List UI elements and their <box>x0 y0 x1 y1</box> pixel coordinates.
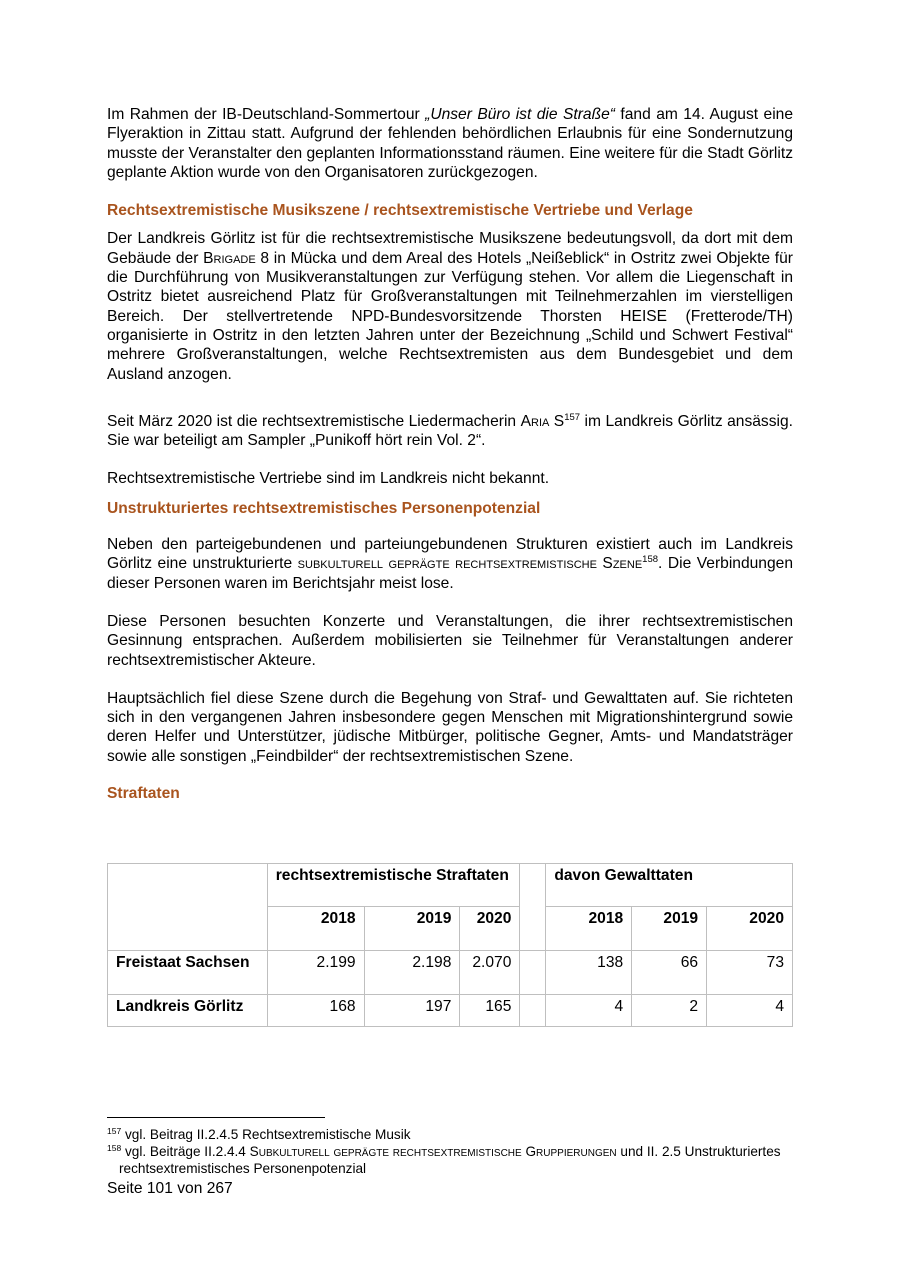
crime-statistics-table <box>107 863 793 1027</box>
table-spacer-cell <box>520 951 546 995</box>
heading-person-potential: Unstrukturiertes rechtsextremistisches Personenpotenzial <box>107 499 541 517</box>
page-number: Seite 101 von 267 <box>107 1180 233 1197</box>
table-spacer-cell <box>520 864 546 951</box>
table-cell: 165 <box>460 995 520 1027</box>
table-cell: 4 <box>546 995 632 1027</box>
table-cell: 4 <box>707 995 793 1027</box>
header-violent-crimes: davon Gewalttaten <box>546 864 793 907</box>
year-header: 2020 <box>460 907 520 951</box>
year-header: 2018 <box>267 907 364 951</box>
paragraph-songwriter: Seit März 2020 ist die rechtsextremistische Liedermacherin Aria $S^{157}$ im Landkreis Görlitz ansässig. Sie war beteiligt am Sampler „Punikoff hört rein Vol. 2“. <box>107 411 793 450</box>
row-label: Landkreis Görlitz <box>108 995 268 1027</box>
year-header: 2020 <box>707 907 793 951</box>
table-row <box>108 995 793 1027</box>
footnote-158: $^{158}$ vgl. Beiträge II.2.4.4 Subkulturell geprägte rechtsextremistische Gruppierungen und II. 2.5 Unstrukturiertes rechtsextremistisches Personenpotenzial <box>107 1142 781 1176</box>
paragraph-concerts: Diese Personen besuchten Konzerte und Veranstaltungen, die ihrer rechtsextremistischen Gesinnung entsprachen. Außerdem mobilisierten sie Teilnehmer für Veranstaltungen anderer rechtsextremistischer Akteure. <box>107 612 793 669</box>
table-cell: 73 <box>707 951 793 995</box>
table-cell: 66 <box>632 951 707 995</box>
footnote-divider <box>107 1117 325 1118</box>
year-header: 2019 <box>364 907 460 951</box>
header-right-wing-crimes: rechtsextremistische Straftaten <box>267 864 520 907</box>
table-cell: 2.198 <box>364 951 460 995</box>
table-cell: 138 <box>546 951 632 995</box>
row-label: Freistaat Sachsen <box>108 951 268 995</box>
paragraph-subculture: Neben den parteigebundenen und parteiungebundenen Strukturen existiert auch im Landkreis Görlitz eine unstrukturierte subkulturell geprägte rechtsextremistische Szene$^{158}$. Die Verbindungen dieser Personen waren im Berichtsjahr meist lose. <box>107 536 793 592</box>
table-cell: 2.070 <box>460 951 520 995</box>
year-header: 2018 <box>546 907 632 951</box>
paragraph-music-venues: Der Landkreis Görlitz ist für die rechtsextremistische Musikszene bedeutungsvoll, da dort mit dem Gebäude der Brigade 8 in Mücka und dem Areal des Hotels „Neißeblick“ in Ostritz zwei Objekte für die Durchführung von Musikveranstaltungen zur Verfügung stehen. Vor allem die Liegenschaft in Ostritz bietet ausreichend Platz für Großveranstaltungen mit Teilnehmerzahlen im vierstelligen Bereich. Der stellvertretende NPD-Bundesvorsitzende Thorsten HEISE (Fretterode/TH) organisierte in Ostritz in den letzten Jahren unter der Bezeichnung „Schild und Schwert Festival“ mehrere Großveranstaltungen, welche Rechtsextremisten aus dem Bundesgebiet und dem Ausland anzogen. <box>107 230 793 383</box>
footnote-ref-158[interactable]: 158 <box>642 554 659 566</box>
heading-crimes: Straftaten <box>107 785 180 803</box>
paragraph-sommertour: Im Rahmen der IB-Deutschland-Sommertour „Unser Büro ist die Straße“ fand am 14. August eine Flyeraktion in Zittau statt. Aufgrund der fehlenden behördlichen Erlaubnis für eine Sondernutzung musste der Veranstalter den geplanten Informationsstand räumen. Eine weitere für die Stadt Görlitz geplante Aktion wurde von den Organisatoren zurückgezogen. <box>107 106 793 181</box>
footnote-157: $^{157}$ vgl. Beitrag II.2.4.5 Rechtsextremistische Musik <box>107 1126 411 1142</box>
heading-music-scene: Rechtsextremistische Musikszene / rechtsextremistische Vertriebe und Verlage <box>107 202 693 220</box>
table-cell: 2.199 <box>267 951 364 995</box>
table-cell: 2 <box>632 995 707 1027</box>
footnotes <box>107 1127 793 1177</box>
table-cell: 197 <box>364 995 460 1027</box>
year-header: 2019 <box>632 907 707 951</box>
page-body <box>107 105 793 803</box>
table-corner-cell <box>108 864 268 951</box>
table-spacer-cell <box>520 995 546 1027</box>
paragraph-crimes: Hauptsächlich fiel diese Szene durch die Begehung von Straf- und Gewalttaten auf. Sie richteten sich in den vergangenen Jahren insbesondere gegen Menschen mit Migrationshintergrund sowie deren Helfer und Unterstützer, jüdische Mitbürger, politische Gegner, Amts- und Mandatsträger sowie alle sonstigen „Feindbilder“ der rechtsextremistischen Szene. <box>107 689 793 765</box>
table-cell: 168 <box>267 995 364 1027</box>
table-row <box>108 951 793 995</box>
paragraph-distribution: Rechtsextremistische Vertriebe sind im Landkreis nicht bekannt. <box>107 470 550 488</box>
footnote-ref-157[interactable]: 157 <box>564 411 581 423</box>
